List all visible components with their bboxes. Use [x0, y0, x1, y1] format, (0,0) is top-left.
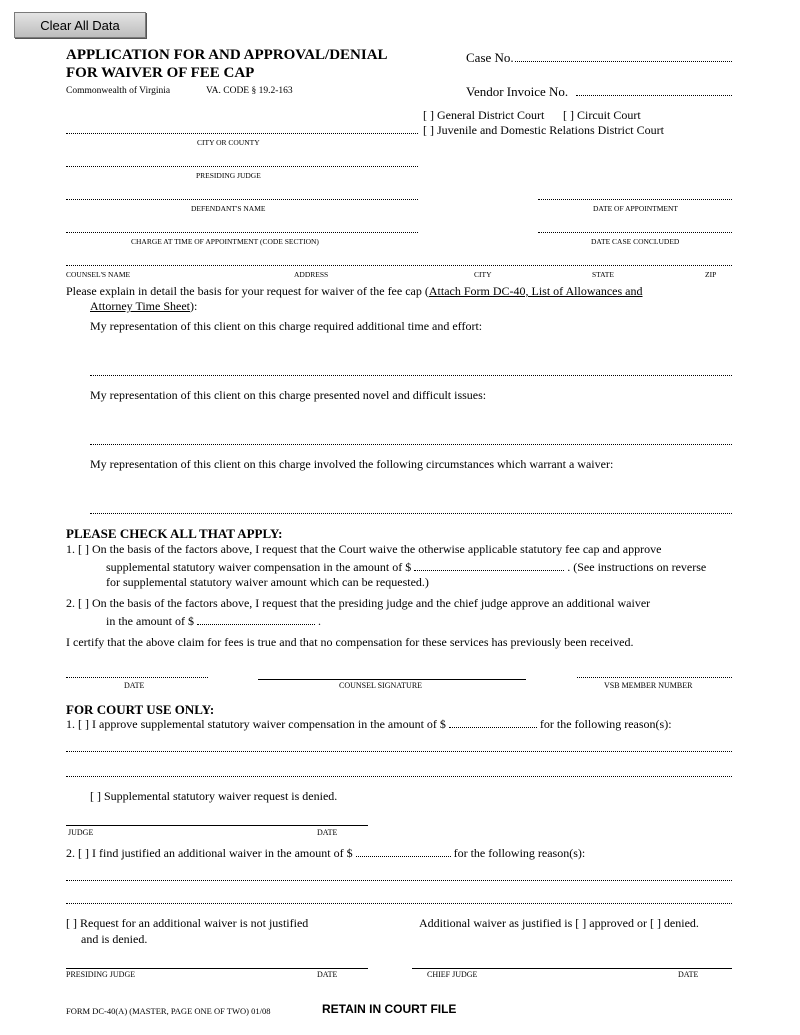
counsel-date-caption: DATE — [124, 681, 145, 690]
not-justified-checkbox[interactable]: [ ] Request for an additional waiver is not justified — [66, 916, 309, 930]
form-title-line1: APPLICATION FOR AND APPROVAL/DENIAL — [66, 47, 388, 63]
address-caption: ADDRESS — [294, 270, 329, 279]
additional-waiver-checkbox[interactable]: 2. [ ] On the basis of the factors above, I request that the presiding judge and the chief judge approve an additional waiver — [66, 596, 651, 610]
vendor-invoice-field[interactable] — [576, 95, 732, 96]
case-no-label: Case No. — [466, 50, 514, 65]
counsel-address-field[interactable] — [66, 265, 732, 266]
supplemental-denied-checkbox[interactable]: [ ] Supplemental statutory waiver request is denied. — [90, 789, 338, 803]
commonwealth-label: Commonwealth of Virginia — [66, 86, 171, 96]
explain-instruction — [66, 284, 643, 299]
item1-instructions-text: . (See instructions on reverse — [567, 560, 707, 574]
presiding-judge-date-caption: DATE — [317, 970, 338, 979]
va-code-label: VA. CODE § 19.2-163 — [206, 86, 293, 96]
additional-waiver-amount-field[interactable] — [197, 624, 315, 625]
counsel-name-caption: COUNSEL'S NAME — [66, 270, 131, 279]
judge-caption: JUDGE — [68, 828, 94, 837]
approve-reason-line-2[interactable] — [66, 776, 732, 777]
defendant-name-field[interactable] — [66, 199, 418, 200]
judge-date-caption: DATE — [317, 828, 338, 837]
item1-instructions-continued: for supplemental statutory waiver amount which can be requested.) — [106, 575, 429, 589]
circumstances-field[interactable] — [90, 513, 732, 514]
question-novel-issues: My representation of this client on this charge presented novel and difficult issues: — [90, 388, 487, 402]
vsb-member-caption: VSB MEMBER NUMBER — [604, 681, 693, 690]
judge-signature-field[interactable] — [66, 825, 368, 826]
additional-waiver-decision[interactable]: Additional waiver as justified is [ ] approved or [ ] denied. — [419, 916, 699, 930]
attorney-time-sheet-link[interactable]: Attorney Time Sheet — [90, 299, 191, 313]
item1-amount-label: supplemental statutory waiver compensation in the amount of $ — [106, 560, 412, 574]
certify-statement: I certify that the above claim for fees is true and that no compensation for these services has previously been received. — [66, 635, 634, 649]
question-circumstances: My representation of this client on this charge involved the following circumstances which warrant a waiver: — [90, 457, 614, 471]
novel-issues-field[interactable] — [90, 444, 732, 445]
case-no-field[interactable] — [515, 61, 732, 62]
state-caption: STATE — [592, 270, 614, 279]
vendor-invoice-label: Vendor Invoice No. — [466, 84, 569, 99]
date-concluded-caption: DATE CASE CONCLUDED — [591, 237, 680, 246]
city-county-field[interactable] — [66, 133, 418, 134]
juvenile-court-checkbox[interactable]: [ ] Juvenile and Domestic Relations District Court — [423, 123, 664, 137]
attach-form-link[interactable]: Attach Form DC-40, List of Allowances and — [428, 284, 643, 298]
counsel-date-field[interactable] — [66, 677, 208, 678]
explain-line2 — [90, 299, 197, 314]
approve-reasons-label: for the following reason(s): — [539, 717, 672, 731]
justified-waiver-line — [66, 846, 585, 861]
not-justified-continued: and is denied. — [81, 932, 148, 946]
explain-line1-text: Please explain in detail the basis for your request for waiver of the fee cap ( — [66, 284, 429, 298]
chief-judge-signature-field[interactable] — [412, 968, 732, 969]
charge-caption: CHARGE AT TIME OF APPOINTMENT (CODE SECTION) — [131, 237, 319, 246]
defendant-name-caption: DEFENDANT'S NAME — [191, 204, 266, 213]
form-id: FORM DC-40(A) (MASTER, PAGE ONE OF TWO) 01/08 — [66, 1006, 271, 1016]
general-district-court-checkbox[interactable]: [ ] General District Court — [423, 108, 545, 122]
justified-reason-line-1[interactable] — [66, 880, 732, 881]
presiding-judge-caption: PRESIDING JUDGE — [196, 171, 261, 180]
justified-reasons-label: for the following reason(s): — [453, 846, 586, 860]
zip-caption: ZIP — [705, 270, 717, 279]
court-use-heading: FOR COURT USE ONLY: — [66, 702, 215, 717]
presiding-judge-field[interactable] — [66, 166, 418, 167]
circuit-court-checkbox[interactable]: [ ] Circuit Court — [563, 108, 641, 122]
additional-time-field[interactable] — [90, 375, 732, 376]
waive-fee-cap-checkbox[interactable]: 1. [ ] On the basis of the factors above, I request that the Court waive the otherwise applicable statutory fee cap and approve — [66, 542, 662, 556]
counsel-signature-caption: COUNSEL SIGNATURE — [339, 681, 423, 690]
justified-waiver-checkbox[interactable]: 2. [ ] I find justified an additional waiver in the amount of $ — [66, 846, 353, 860]
presiding-judge-signature-caption: PRESIDING JUDGE — [66, 970, 136, 979]
check-all-heading: PLEASE CHECK ALL THAT APPLY: — [66, 526, 283, 541]
counsel-signature-field[interactable] — [258, 679, 526, 680]
justified-amount-field[interactable] — [356, 856, 451, 857]
date-concluded-field[interactable] — [538, 232, 732, 233]
approve-reason-line-1[interactable] — [66, 751, 732, 752]
approve-supplemental-checkbox[interactable]: 1. [ ] I approve supplemental statutory waiver compensation in the amount of $ — [66, 717, 446, 731]
clear-all-data-button[interactable]: Clear All Data — [14, 12, 146, 38]
item2-amount-line — [106, 614, 321, 629]
item2-period: . — [317, 614, 321, 628]
city-caption: CITY — [474, 270, 492, 279]
form-title-line2: FOR WAIVER OF FEE CAP — [66, 65, 255, 81]
presiding-judge-signature-field[interactable] — [66, 968, 368, 969]
vsb-member-field[interactable] — [577, 677, 732, 678]
chief-judge-caption: CHIEF JUDGE — [427, 970, 478, 979]
date-appointment-caption: DATE OF APPOINTMENT — [593, 204, 679, 213]
approve-supplemental-line — [66, 717, 672, 732]
chief-judge-date-caption: DATE — [678, 970, 699, 979]
explain-line2-close: ): — [190, 299, 198, 313]
date-appointment-field[interactable] — [538, 199, 732, 200]
supplemental-amount-field[interactable] — [414, 570, 564, 571]
charge-field[interactable] — [66, 232, 418, 233]
retain-in-court-file: RETAIN IN COURT FILE — [322, 1002, 457, 1016]
question-additional-time: My representation of this client on this charge required additional time and effort: — [90, 319, 483, 333]
item1-amount-line — [106, 560, 706, 575]
justified-reason-line-2[interactable] — [66, 903, 732, 904]
item2-amount-label: in the amount of $ — [106, 614, 194, 628]
city-county-caption: CITY OR COUNTY — [197, 138, 260, 147]
approved-amount-field[interactable] — [449, 727, 537, 728]
